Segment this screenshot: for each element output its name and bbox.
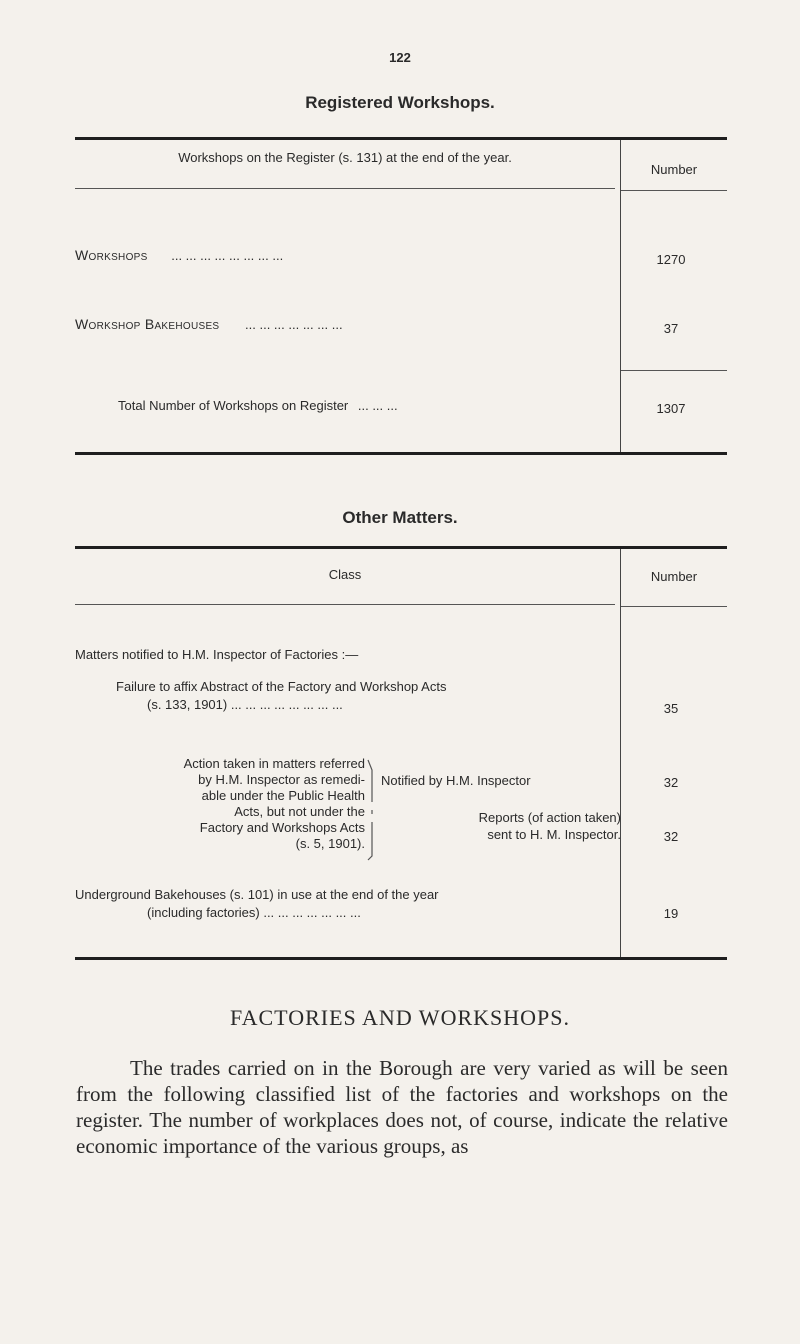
action-line: able under the Public Health xyxy=(201,788,365,803)
total-value: 1307 xyxy=(656,401,686,416)
column-divider xyxy=(620,549,621,957)
brace-icon xyxy=(364,758,378,862)
table-top-rule xyxy=(75,137,727,140)
row-value: 1270 xyxy=(656,252,686,267)
row-leader-dots: ... ... ... ... ... ... ... xyxy=(245,317,343,332)
header-rule-number xyxy=(621,190,727,191)
action-line: Action taken in matters referred xyxy=(183,756,365,771)
section-heading: FACTORIES AND WORKSHOPS. xyxy=(229,1005,570,1030)
total-label: Total Number of Workshops on Register xyxy=(118,398,349,413)
failure-value: 35 xyxy=(663,701,679,716)
number-column-header: Number xyxy=(650,162,698,177)
reports-value: 32 xyxy=(663,829,679,844)
row-value: 37 xyxy=(663,321,679,336)
table-top-rule xyxy=(75,546,727,549)
header-rule-number xyxy=(621,606,727,607)
total-row xyxy=(118,398,618,414)
underground-line-1: Underground Bakehouses (s. 101) in use at the end of the year xyxy=(75,887,439,902)
workshops-column-header: Workshops on the Register (s. 131) at the end of the year. xyxy=(178,150,512,165)
table-bottom-rule xyxy=(75,957,727,960)
header-rule xyxy=(75,188,615,189)
table-bottom-rule xyxy=(75,452,727,455)
action-line: Factory and Workshops Acts xyxy=(199,820,365,835)
action-line: by H.M. Inspector as remedi- xyxy=(198,772,365,787)
action-line: Acts, but not under the xyxy=(234,804,365,819)
action-line: (s. 5, 1901). xyxy=(295,836,365,851)
number-column-header: Number xyxy=(650,569,698,584)
registered-workshops-title: Registered Workshops. xyxy=(305,93,495,112)
page-number: 122 xyxy=(389,50,411,65)
action-text xyxy=(75,756,365,852)
header-rule xyxy=(75,604,615,605)
reports-line-1: Reports (of action taken) xyxy=(478,810,621,825)
row-label: Workshop Bakehouses xyxy=(75,316,220,332)
table-row xyxy=(75,316,615,333)
table-row xyxy=(75,247,615,264)
total-leader-dots: ... ... ... xyxy=(357,398,398,413)
failure-line-1: Failure to affix Abstract of the Factory and Workshop Acts xyxy=(116,679,447,694)
other-matters-title: Other Matters. xyxy=(342,508,458,527)
notified-label: Notified by H.M. Inspector xyxy=(381,773,531,788)
underground-value: 19 xyxy=(663,906,679,921)
reports-line-2: sent to H. M. Inspector. xyxy=(487,827,621,842)
matters-intro: Matters notified to H.M. Inspector of Factories :— xyxy=(75,647,359,662)
class-column-header: Class xyxy=(328,567,362,582)
row-label: Workshops xyxy=(75,247,148,263)
total-rule xyxy=(621,370,727,371)
row-leader-dots: ... ... ... ... ... ... ... ... xyxy=(171,248,284,263)
failure-line-2: (s. 133, 1901) ... ... ... ... ... ... ... ... xyxy=(147,697,343,712)
underground-line-2: (including factories) ... ... ... ... ... ... ... xyxy=(147,905,361,920)
body-paragraph: The trades carried on in the Borough are very varied as will be seen from the following classified list of the factories and workshops on the register. The number of workplaces does not, of course, indicate the relative economic importance of the various groups, as xyxy=(76,1056,728,1158)
notified-value: 32 xyxy=(663,775,679,790)
